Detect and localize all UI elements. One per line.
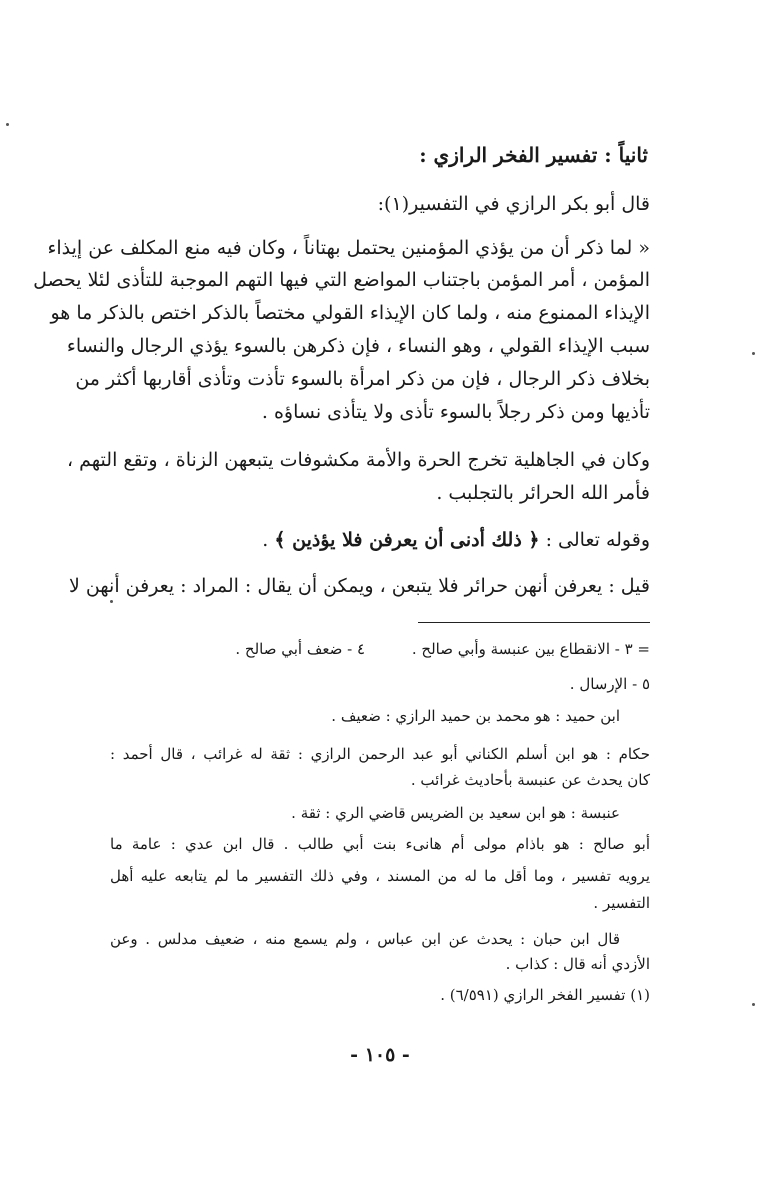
scan-speck [6,123,9,126]
footnote-line: أبو صالح : هو باذام مولى أم هانىء بنت أبي طالب . قال ابن عدي : عامة ما [110,835,650,853]
footnote-line: ٥ - الإرسال . [569,675,650,693]
footnote-citation: (١) تفسير الفخر الرازي (٦/٥٩١) . [440,986,650,1004]
section-heading: ثانياً : تفسير الفخر الرازي : [419,143,648,167]
quote-line: المؤمن ، أمر المؤمن باجتناب المواضع التي فيها التهم الموجبة للتأذى لئلا يحصل [33,269,650,291]
footnote-line: عنبسة : هو ابن سعيد بن الضريس قاضي الري : ثقة . [291,804,620,822]
verse-suffix: . [262,529,269,551]
quote-line: الإيذاء الممنوع منه ، ولما كان الإيذاء القولي مختصاً بالذكر اختص بالذكر ما هو [50,302,650,324]
page-number: - ١٠٥ - [350,1044,410,1066]
footnote-line: التفسير . [593,894,650,912]
paragraph-line: فأمر الله الحرائر بالتجلبب . [436,482,650,504]
footnote-line [110,637,650,663]
footnote-line: حكام : هو ابن أسلم الكناني أبو عبد الرحمن الرازي : ثقة له غرائب ، قال أحمد : [110,745,650,763]
verse-prefix: وقوله تعالى : [545,529,650,551]
quran-verse: ﴿ ذلك أدنى أن يعرفن فلا يؤذين ﴾ [274,529,540,551]
footnote-separator [418,622,650,623]
footnote-line: قال ابن حبان : يحدث عن ابن عباس ، ولم يسمع منه ، ضعيف مدلس . وعن [110,930,620,948]
quote-line: سبب الإيذاء القولي ، وهو النساء ، فإن ذكرهن بالسوء يؤذي الرجال والنساء [66,335,650,357]
scan-speck [752,1003,755,1006]
intro-line: قال أبو بكر الرازي في التفسير(١): [377,193,650,215]
paragraph-line: قيل : يعرفن أنهن حرائر فلا يتبعن ، ويمكن أن يقال : المراد : يعرفن أنهن لا [68,575,650,597]
footnote-line: ابن حميد : هو محمد بن حميد الرازي : ضعيف . [331,707,620,725]
footnote-line: كان يحدث عن عنبسة بأحاديث غرائب . [410,771,650,789]
scan-speck [752,352,755,355]
paragraph-line: وكان في الجاهلية تخرج الحرة والأمة مكشوفات يتبعهن الزناة ، وتقع التهم ، [66,449,650,471]
footnote-line: يرويه تفسير ، وما أقل ما له من المسند ، وفي ذلك التفسير ما لم يتابعه عليه أهل [110,867,650,885]
footnote-line: الأزدي أنه قال : كذاب . [505,955,650,973]
quote-line: « لما ذكر أن من يؤذي المؤمنين يحتمل بهتاناً ، وكان فيه منع المكلف عن إيذاء [47,237,650,259]
footnote-item: ٤ - ضعف أبي صالح . [235,640,365,658]
scan-speck [110,600,113,603]
quote-line: تأذيها ومن ذكر رجلاً بالسوء تأذى ولا يتأذى نساؤه . [261,401,650,423]
quote-line: بخلاف ذكر الرجال ، فإن من ذكر امرأة بالسوء تأذت وتأذى أقاربها أكثر من [75,368,650,390]
verse-line [110,525,650,557]
footnote-item: = ٣ - الانقطاع بين عنبسة وأبي صالح . [411,640,650,658]
